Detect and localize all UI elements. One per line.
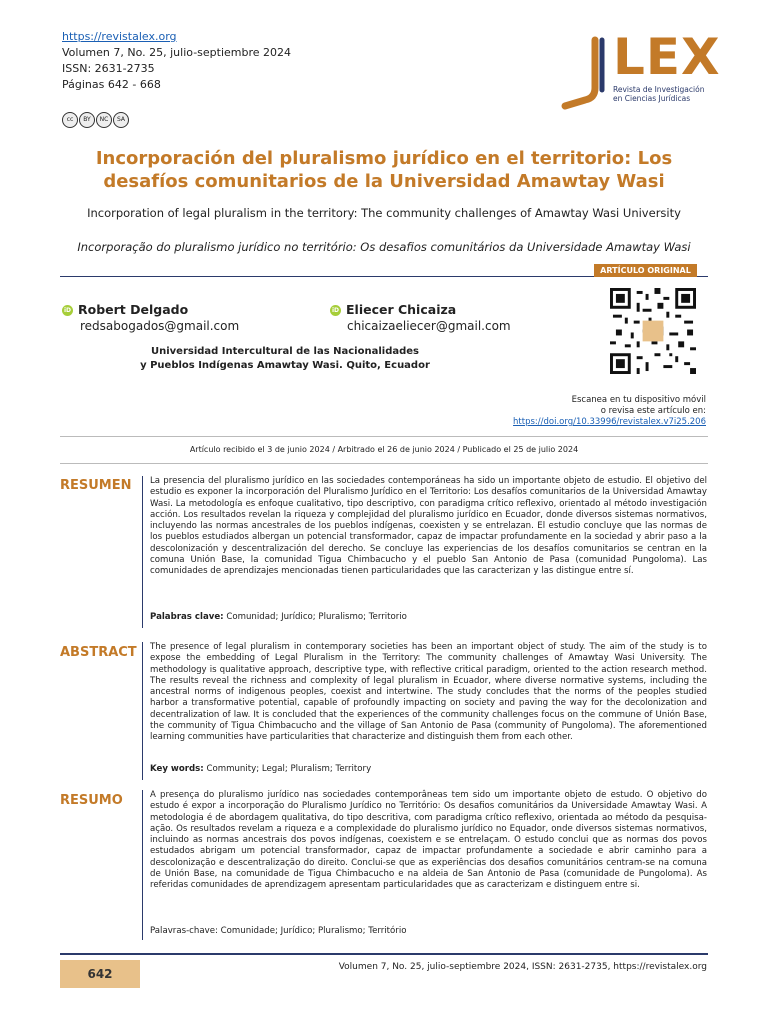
journal-url[interactable]: https://revistalex.org: [62, 30, 177, 43]
logo-subtitle: Revista de Investigación en Ciencias Jurídicas: [613, 85, 705, 103]
article-dates: Artículo recibido el 3 de junio 2024 / Arbitrado el 26 de junio 2024 / Publicado el 25 de julio 2024: [189, 445, 579, 454]
section-bar: [142, 790, 143, 940]
article-title-en: Incorporation of legal pluralism in the territory: The community challenges of Amawtay Wasi University: [87, 206, 681, 220]
issn: ISSN: 2631-2735: [62, 62, 155, 75]
author-2-email[interactable]: chicaizaeliecer@gmail.com: [347, 319, 511, 333]
divider: [60, 463, 708, 464]
affiliation: Universidad Intercultural de las Nacionalidades y Pueblos Indígenas Amawtay Wasi. Quito, Ecuador: [140, 346, 430, 371]
abstract-body: The presence of legal pluralism in contemporary societies has been an important object of study. The aim of the study is to expose the embedding of Legal Pluralism in the Territory: The community challenges of Amawtay Wasi University. The methodology is qualitative approach, descriptive type, with reflective critical paradigm, oriented to the action research method. The results reveal the richness and complexity of legal pluralism in Ecuador, where diverse normative systems, including the ancestral norms of indigenous peoples, coexist and intertwine. The study concludes that the norms of the peoples studied harbor a transformative potential, capable of profoundly impacting on society and paving the way for the decolonization and decentralization of law. It is concluded that the experiences of the community challenges focus on the commune of Unión Base, the community of Tigua Chimbacucho and the village of San Antonio de Pasa (community of Pungoloma). The aforementioned learning communities have particularities that characterize and distinguish them from each other.: [150, 642, 707, 743]
qr-code[interactable]: [610, 288, 696, 374]
author-name: Eliecer Chicaiza: [346, 302, 457, 317]
author-1: [62, 302, 188, 318]
cc-icon: cc: [62, 112, 78, 128]
author-2: [330, 302, 456, 318]
abstract-heading: ABSTRACT: [60, 645, 137, 660]
by-icon: BY: [79, 112, 95, 128]
orcid-icon[interactable]: iD: [331, 306, 340, 314]
divider: [60, 436, 708, 437]
resumo-keywords: Palavras-chave: Comunidade; Jurídico; Pluralismo; Território: [150, 926, 407, 936]
article-title: Incorporación del pluralismo jurídico en el territorio: Los desafíos comunitarios de la Universidad Amawtay Wasi: [95, 148, 673, 192]
scan-info: Escanea en tu dispositivo móvil o revisa este artículo en: https://doi.org/10.33996/revistalex.v7i25.206: [513, 395, 706, 427]
page-number: 642: [87, 967, 113, 981]
resumen-heading: RESUMEN: [60, 478, 132, 493]
logo-text: LEX: [613, 28, 721, 86]
resumo-heading: RESUMO: [60, 793, 123, 808]
resumo-body: A presença do pluralismo jurídico nas sociedades contemporâneas tem sido um importante objeto de estudo. O objetivo do estudo é expor a incorporação do Pluralismo Jurídico no Território: Os desafios comunitários da Universidade Amawtay Wasi. A metodologia é de abordagem qualitativa, do tipo descritiva, com paradigma crítico reflexivo, orientada ao método da pesquisa-ação. Os resultados revelam a riqueza e a complexidade do pluralismo jurídico no Equador, onde diversos sistemas normativos, incluindo as normas ancestrais dos povos indígenas, coexistem e se entrelaçam. O estudo conclui que as normas dos povos estudados abrigam um potencial transformador, capaz de impactar profundamente a sociedade e abrir caminho para a descolonização e descentralização do direito. Conclui-se que as experiências dos desafios comunitários centram-se na comuna de Unión Base, na comunidade de Tigua Chimbacucho e na aldeia de San Antonio de Pasa (comunidade de Pungoloma). As referidas comunidades de aprendizagem apresentam particularidades que as caracterizam e distinguem entre si.: [150, 790, 707, 891]
author-1-email[interactable]: redsabogados@gmail.com: [80, 319, 240, 333]
section-bar: [142, 642, 143, 780]
journal-logo: [555, 28, 721, 120]
orcid-icon[interactable]: iD: [63, 306, 72, 314]
footer-text: Volumen 7, No. 25, julio-septiembre 2024, ISSN: 2631-2735, https://revistalex.org: [338, 962, 707, 972]
sa-icon: SA: [113, 112, 129, 128]
article-type-badge: ARTÍCULO ORIGINAL: [594, 264, 697, 277]
abstract-keywords: Key words: Community; Legal; Pluralism; Territory: [150, 764, 372, 774]
author-name: Robert Delgado: [78, 302, 189, 317]
pages: Páginas 642 - 668: [62, 78, 161, 91]
volume-info: Volumen 7, No. 25, julio-septiembre 2024: [62, 46, 292, 59]
license-badge[interactable]: [62, 112, 129, 128]
resumen-keywords: Palabras clave: Comunidad; Jurídico; Pluralismo; Territorio: [150, 612, 407, 622]
section-bar: [142, 476, 143, 628]
doi-link[interactable]: https://doi.org/10.33996/revistalex.v7i25.206: [513, 417, 706, 427]
article-title-pt: Incorporação do pluralismo jurídico no território: Os desafios comunitários da Universidade Amawtay Wasi: [77, 240, 691, 254]
footer-rule: [60, 953, 708, 955]
nc-icon: NC: [96, 112, 112, 128]
resumen-body: La presencia del pluralismo jurídico en las sociedades contemporáneas ha sido un importante objeto de estudio. El objetivo del estudio es exponer la incorporación del Pluralismo Jurídico en el Territorio: Los desafíos comunitarios de la Universidad Amawtay Wasi. La metodología es enfoque cualitativo, tipo descriptivo, con paradigma crítico reflexivo, orientado al método investigación acción. Los resultados revelan la riqueza y complejidad del pluralismo jurídico en Ecuador, donde diversos sistemas normativos, incluyendo las normas ancestrales de los pueblos indígenas, coexisten y se entrelazan. El estudio concluye que las normas de los pueblos estudiados albergan un potencial transformador, capaz de impactar profundamente en la sociedad y abrir paso a la descolonización y descentralización del derecho. Se concluye las experiencias de los desafíos comunitarios se centran en la comuna Unión Base, la comunidad Tigua Chimbacucho y el pueblo San Antonio de Pasa (comunidad Pungoloma). Las comunidades de aprendizajes mencionadas tienen particularidades que las caracterizan y las distingue entre sí.: [150, 476, 707, 577]
